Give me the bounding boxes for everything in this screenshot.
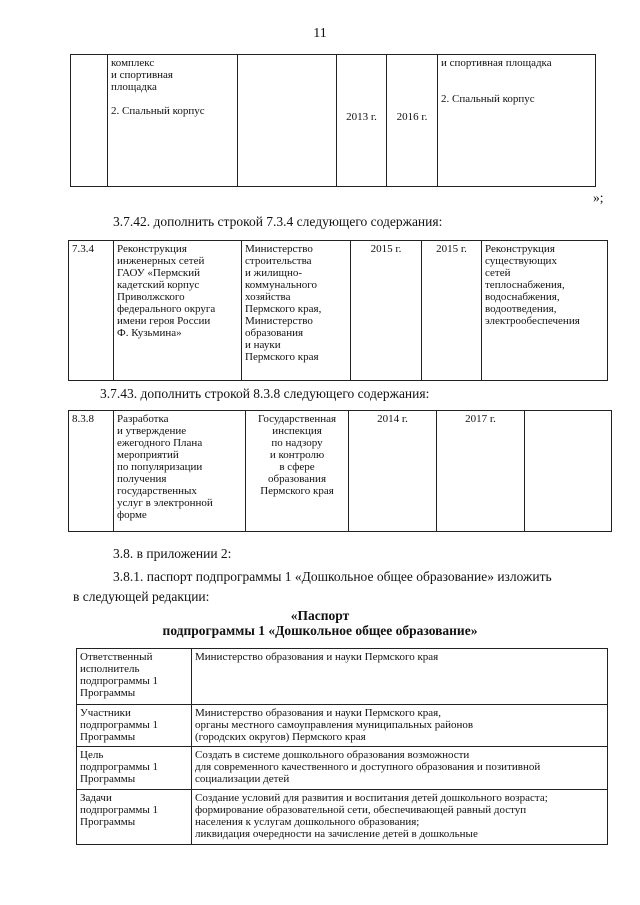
paragraph-3-7-43: 3.7.43. дополнить строкой 8.3.8 следующего содержания: (100, 386, 430, 401)
passport-value: Создание условий для развития и воспитания детей дошкольного возраста; формирование образовательной сети, обеспечивающей равный доступ населения к услугам дошкольного образования; ликвидация очередности на зачисление детей в дошкольные (192, 790, 608, 845)
passport-subtitle: подпрограммы 1 «Дошкольное общее образование» (162, 623, 478, 638)
passport-label: Задачи подпрограммы 1 Программы (77, 790, 192, 845)
table-cell-name: Разработка и утверждение ежегодного Плана мероприятий по популяризации получения государственных услуг в электронной форме (114, 411, 246, 532)
table-row-7-3-4 (68, 240, 608, 381)
table-cell: комплекс и спортивная площадка 2. Спальный корпус (108, 55, 238, 187)
passport-value: Создать в системе дошкольного образования возможности для современного качественного и доступного образования и позитивной социализации детей (192, 747, 608, 790)
table-cell-start-year: 2015 г. (351, 241, 422, 381)
table-cell-start-year: 2013 г. (337, 55, 387, 187)
passport-label: Цель подпрограммы 1 Программы (77, 747, 192, 790)
table-cell-start-year: 2014 г. (349, 411, 437, 532)
table-cell-num: 7.3.4 (69, 241, 114, 381)
table-cell-result: Реконструкция существующих сетей теплоснабжения, водоснабжения, водоотведения, электрообеспечения (482, 241, 608, 381)
table-cell-executor: Министерство строительства и жилищно- коммунального хозяйства Пермского края, Министерство образования и науки Пермского края (242, 241, 351, 381)
table-cell: и спортивная площадка 2. Спальный корпус (438, 55, 596, 187)
passport-label: Ответственный исполнитель подпрограммы 1 Программы (77, 649, 192, 705)
table-cell-end-year: 2016 г. (387, 55, 438, 187)
paragraph-3-8-1-cont: в следующей редакции: (73, 589, 210, 604)
passport-value: Министерство образования и науки Пермского края (192, 649, 608, 705)
table-row-8-3-8 (68, 410, 612, 532)
paragraph-3-8-1: 3.8.1. паспорт подпрограммы 1 «Дошкольное общее образование» изложить (113, 569, 552, 584)
passport-title: «Паспорт (290, 608, 350, 623)
table-cell-executor: Государственная инспекция по надзору и контролю в сфере образования Пермского края (246, 411, 349, 532)
table-cell-name: Реконструкция инженерных сетей ГАОУ «Пермский кадетский корпус Приволжского федерального округа имени героя России Ф. Кузьмина» (114, 241, 242, 381)
table-cell (71, 55, 108, 187)
table-cell (238, 55, 337, 187)
page-number: 11 (313, 26, 327, 41)
passport-value: Министерство образования и науки Пермского края, органы местного самоуправления муниципальных районов (городских округов) Пермского края (192, 705, 608, 747)
table-cell-end-year: 2015 г. (422, 241, 482, 381)
table-cell-end-year: 2017 г. (437, 411, 525, 532)
passport-label: Участники подпрограммы 1 Программы (77, 705, 192, 747)
table-cell-result (525, 411, 612, 532)
passport-table (76, 648, 608, 845)
table-cell-num: 8.3.8 (69, 411, 114, 532)
table-continuation (70, 54, 596, 187)
closing-quote: »; (593, 190, 604, 205)
paragraph-3-8: 3.8. в приложении 2: (113, 546, 232, 561)
paragraph-3-7-42: 3.7.42. дополнить строкой 7.3.4 следующего содержания: (113, 214, 443, 229)
